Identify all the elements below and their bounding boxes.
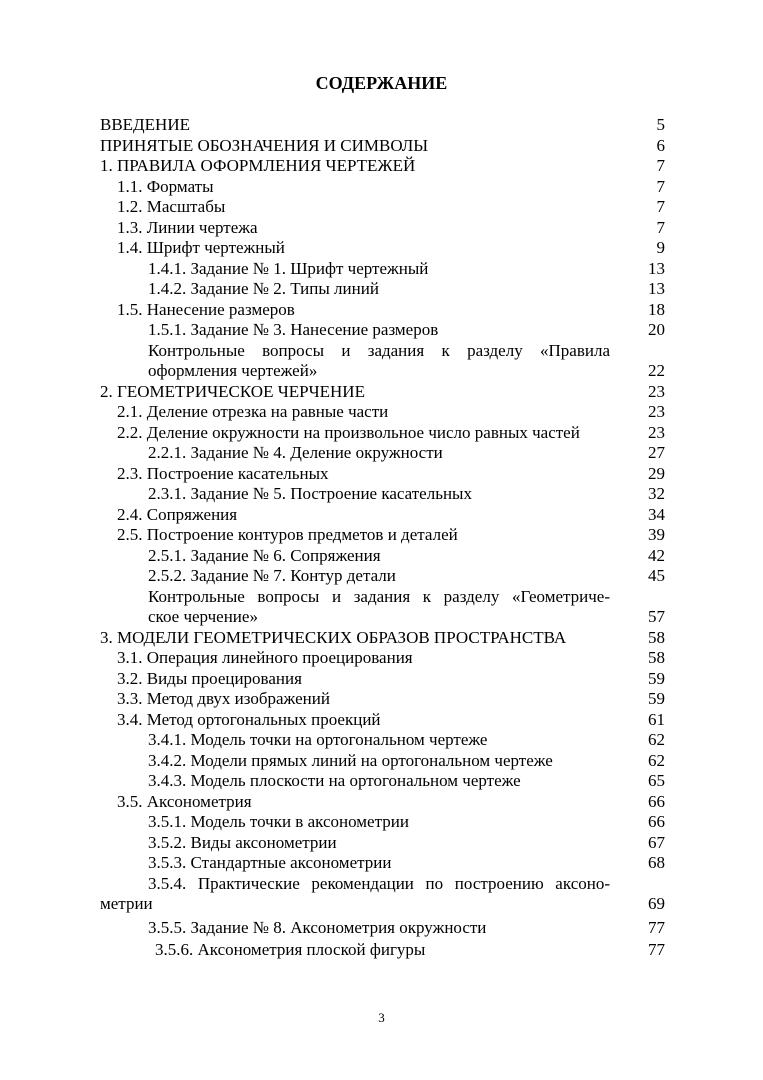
- toc-page: 9: [656, 238, 665, 257]
- toc-entry: [0, 259, 763, 280]
- toc-entry: [0, 423, 763, 444]
- toc-entry: [0, 300, 763, 321]
- toc-page: 69: [648, 894, 665, 913]
- toc-page: 18: [648, 299, 665, 319]
- toc-label: 1.4.1. Задание № 1. Шрифт чертежный: [148, 258, 429, 278]
- toc-entry: [0, 792, 763, 813]
- page-number: 3: [378, 1010, 385, 1025]
- toc-label: 1.1. Форматы: [117, 176, 214, 196]
- toc-page: 6: [656, 135, 665, 155]
- toc-entry: [0, 894, 763, 915]
- toc-entry: [0, 546, 763, 567]
- toc-label: оформления чертежей»: [148, 361, 318, 380]
- toc-page: 45: [648, 566, 665, 585]
- toc-label: 2.5. Построение контуров предметов и деталей: [117, 525, 458, 544]
- toc-entry: [0, 940, 763, 961]
- toc-page: 5: [656, 115, 665, 134]
- toc-entry: [0, 833, 763, 854]
- toc-page: 13: [648, 258, 665, 278]
- toc-page: 23: [648, 422, 665, 442]
- toc-label: 3.5.6. Аксонометрия плоской фигуры: [155, 940, 426, 959]
- toc-label: 1.5. Нанесение размеров: [117, 299, 295, 319]
- toc-entry: [0, 689, 763, 710]
- toc-page: 66: [648, 812, 665, 831]
- toc-page: 57: [648, 607, 665, 626]
- toc-page: 62: [648, 750, 665, 770]
- toc-page: 77: [648, 918, 665, 937]
- toc-label: 1.3. Линии чертежа: [117, 217, 258, 237]
- toc-label: 2.2. Деление окружности на произвольное число равных частей: [117, 422, 580, 442]
- toc-label: 3.5.3. Стандартные аксонометрии: [148, 853, 392, 872]
- toc-page: 29: [648, 463, 665, 483]
- toc-entry: [0, 751, 763, 772]
- toc-entry: [0, 177, 763, 198]
- toc-label: 1.2. Масштабы: [117, 197, 226, 216]
- toc-label: 3.5.1. Модель точки в аксонометрии: [148, 812, 409, 831]
- toc-page: 34: [648, 504, 665, 524]
- toc-label: 1. ПРАВИЛА ОФОРМЛЕНИЯ ЧЕРТЕЖЕЙ: [100, 156, 416, 175]
- toc-page: 42: [648, 545, 665, 565]
- toc-page: 66: [648, 791, 665, 811]
- toc-entry: [0, 156, 763, 177]
- toc-entry: [0, 525, 763, 546]
- toc-entry: [0, 853, 763, 874]
- toc-entry: [0, 730, 763, 751]
- toc-page: 13: [648, 279, 665, 298]
- toc-entry: [0, 279, 763, 300]
- toc-label: ПРИНЯТЫЕ ОБОЗНАЧЕНИЯ И СИМВОЛЫ: [100, 135, 429, 155]
- toc-page: 65: [648, 771, 665, 790]
- toc-label: 3.5. Аксонометрия: [117, 791, 252, 811]
- toc-label: метрии: [100, 894, 153, 913]
- toc-label: 3.2. Виды проецирования: [117, 668, 302, 688]
- page-title: СОДЕРЖАНИЕ: [315, 73, 448, 93]
- toc-entry: [0, 464, 763, 485]
- toc-entry: [0, 918, 763, 939]
- toc-entry: [0, 587, 763, 608]
- toc-page: 58: [648, 648, 665, 667]
- toc-page: 67: [648, 832, 665, 852]
- toc-label: 3.5.4. Практические рекомендации по построению аксоно-: [148, 873, 610, 893]
- toc-label: 2.5.2. Задание № 7. Контур детали: [148, 566, 396, 585]
- toc-entry: [0, 320, 763, 341]
- toc-page: 27: [648, 443, 665, 462]
- toc-entry: [0, 443, 763, 464]
- toc-page: 59: [648, 668, 665, 688]
- toc-label: 2.4. Сопряжения: [117, 504, 238, 524]
- toc-label: 3.4. Метод ортогональных проекций: [117, 709, 381, 729]
- toc-label: Контрольные вопросы и задания к разделу «Геометриче-: [148, 586, 610, 606]
- toc-page: 59: [648, 689, 665, 708]
- toc-label: ское черчение»: [148, 607, 258, 626]
- toc-entry: [0, 566, 763, 587]
- toc-page: 61: [648, 709, 665, 729]
- toc-page: 20: [648, 320, 665, 339]
- toc-page: 23: [648, 381, 665, 401]
- toc-entry: [0, 197, 763, 218]
- toc-page: 62: [648, 730, 665, 749]
- toc-label: 3.1. Операция линейного проецирования: [117, 648, 413, 667]
- toc-label: ВВЕДЕНИЕ: [100, 115, 190, 134]
- toc-label: 3.3. Метод двух изображений: [117, 689, 330, 708]
- toc-label: 3.4.1. Модель точки на ортогональном чертеже: [148, 730, 488, 749]
- toc-entry: [0, 505, 763, 526]
- toc-entry: [0, 648, 763, 669]
- toc-entry: [0, 136, 763, 157]
- toc-label: 1.4. Шрифт чертежный: [117, 238, 285, 257]
- toc-label: Контрольные вопросы и задания к разделу «Правила: [148, 340, 610, 360]
- toc-label: 2. ГЕОМЕТРИЧЕСКОЕ ЧЕРЧЕНИЕ: [100, 381, 365, 401]
- toc-entry: [0, 382, 763, 403]
- toc-page: 32: [648, 484, 665, 503]
- toc-entry: [0, 361, 763, 382]
- toc-label: 1.5.1. Задание № 3. Нанесение размеров: [148, 320, 439, 339]
- toc-entry: [0, 607, 763, 628]
- toc-label: 2.1. Деление отрезка на равные части: [117, 402, 389, 421]
- toc-label: 2.3.1. Задание № 5. Построение касательных: [148, 484, 472, 503]
- toc-page: 22: [648, 361, 665, 380]
- toc-page: 7: [656, 197, 665, 216]
- toc-page: 7: [656, 156, 665, 175]
- toc-page: 58: [648, 627, 665, 647]
- toc-label: 3.4.3. Модель плоскости на ортогональном чертеже: [148, 771, 521, 790]
- toc-entry: [0, 218, 763, 239]
- toc-entry: [0, 710, 763, 731]
- toc-label: 2.3. Построение касательных: [117, 463, 329, 483]
- toc-entry: [0, 874, 763, 895]
- toc-entry: [0, 484, 763, 505]
- toc-entry: [0, 402, 763, 423]
- toc-label: 3.5.2. Виды аксонометрии: [148, 832, 337, 852]
- toc-entry: [0, 812, 763, 833]
- toc-entry: [0, 628, 763, 649]
- toc-entry: [0, 115, 763, 136]
- toc-entry: [0, 669, 763, 690]
- toc-page: 7: [656, 217, 665, 237]
- toc-label: 3.4.2. Модели прямых линий на ортогональном чертеже: [148, 750, 553, 770]
- toc-page: 7: [656, 176, 665, 196]
- toc-page: 68: [648, 853, 665, 872]
- toc-entry: [0, 341, 763, 362]
- toc-page: 39: [648, 525, 665, 544]
- toc-page: 23: [648, 402, 665, 421]
- toc-entry: [0, 771, 763, 792]
- toc-label: 3. МОДЕЛИ ГЕОМЕТРИЧЕСКИХ ОБРАЗОВ ПРОСТРАНСТВА: [100, 627, 567, 647]
- toc-label: 3.5.5. Задание № 8. Аксонометрия окружности: [148, 918, 487, 937]
- toc-label: 2.5.1. Задание № 6. Сопряжения: [148, 545, 381, 565]
- toc-label: 1.4.2. Задание № 2. Типы линий: [148, 279, 379, 298]
- toc-entry: [0, 238, 763, 259]
- toc-page: 77: [648, 940, 665, 959]
- toc-label: 2.2.1. Задание № 4. Деление окружности: [148, 443, 443, 462]
